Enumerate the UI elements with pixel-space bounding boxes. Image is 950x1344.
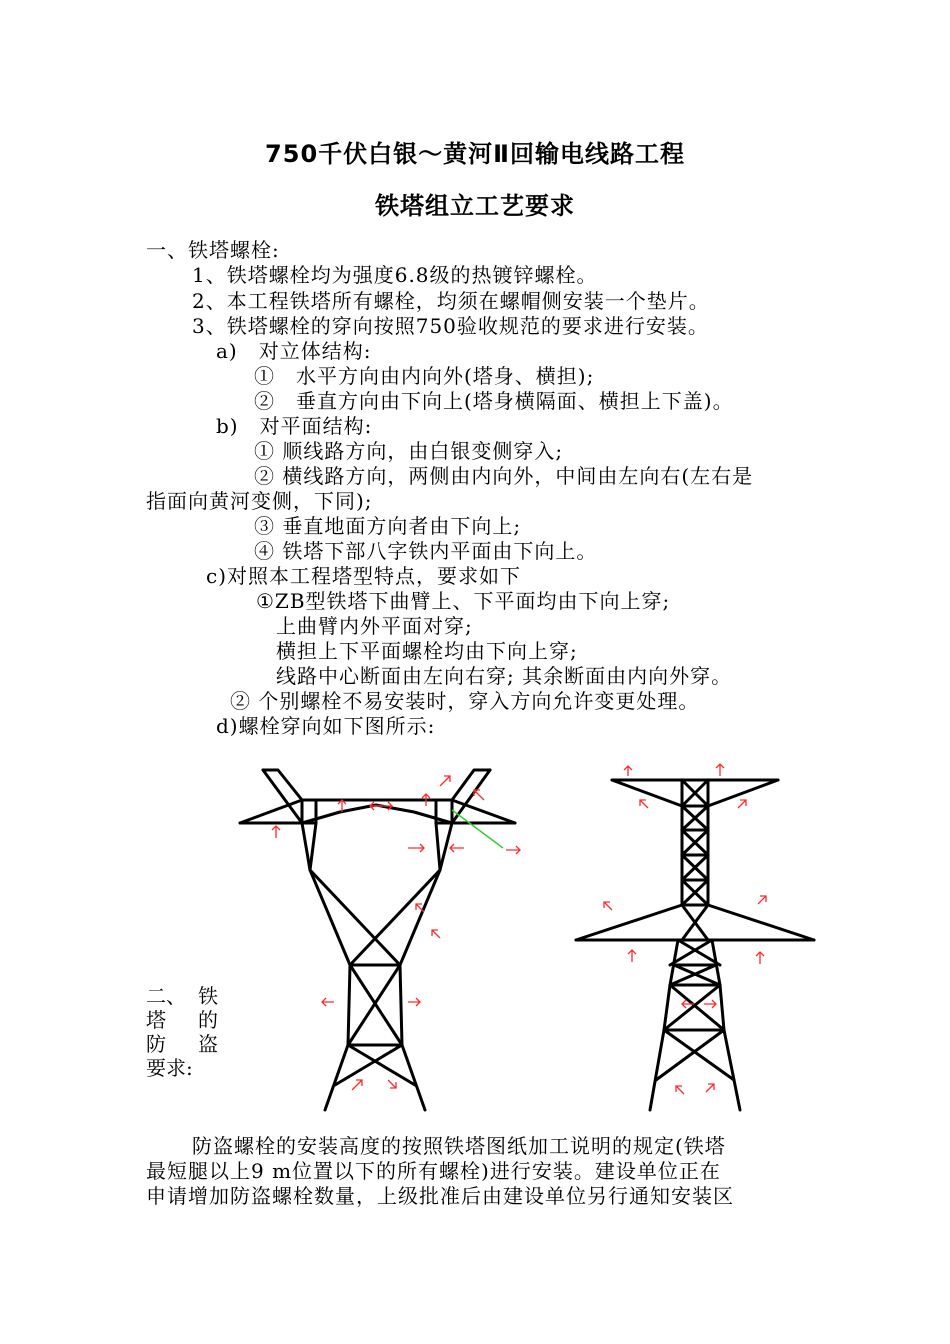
sub-c-item-5: ② 个别螺栓不易安装时，穿入方向允许变更处理。 [230,689,700,713]
sub-d-label: d)螺栓穿向如下图所示: [216,714,436,738]
section2-paragraph-line-1: 防盗螺栓的安装高度的按照铁塔图纸加工说明的规定(铁塔 [192,1134,726,1158]
section1-item-1: 1、铁塔螺栓均为强度6.8级的热镀锌螺栓。 [192,263,598,287]
sub-c-label: c)对照本工程塔型特点，要求如下 [206,564,522,588]
section2-heading-part: 二、 [146,984,186,1008]
section1-item-2: 2、本工程铁塔所有螺栓，均须在螺帽侧安装一个垫片。 [192,289,710,313]
sub-c-item-2: 上曲臂内外平面对穿; [276,614,473,638]
sub-b-label: b) 对平面结构: [216,414,373,438]
sub-b-item-2: ② 横线路方向，两侧由内向外，中间由左向右(左右是 [254,464,754,488]
document-subtitle: 铁塔组立工艺要求 [375,192,575,220]
section2-heading-part: 塔 [146,1008,166,1032]
sub-b-item-2-cont: 指面向黄河变侧，下同); [146,489,373,513]
sub-a-item-2: ② 垂直方向由下向上(塔身横隔面、横担上下盖)。 [254,389,734,413]
sub-b-item-3: ③ 垂直地面方向者由下向上; [254,514,522,538]
section2-heading [146,984,218,1080]
section2-heading-part: 防 [146,1032,166,1056]
sub-b-item-1: ① 顺线路方向，由白银变侧穿入; [254,439,564,463]
sub-a-label: a) 对立体结构: [216,339,372,363]
section1-heading: 一、铁塔螺栓: [146,238,280,262]
document-title: 750千伏白银～黄河Ⅱ回输电线路工程 [265,140,685,168]
section2-paragraph-line-3: 申请增加防盗螺栓数量，上级批准后由建设单位另行通知安装区 [146,1184,734,1208]
cup-tower-diagram [228,758,558,1120]
sub-c-item-4: 线路中心断面由左向右穿; 其余断面由内向外穿。 [276,664,733,688]
sub-b-item-4: ④ 铁塔下部八字铁内平面由下向上。 [254,539,598,563]
section1-item-3: 3、铁塔螺栓的穿向按照750验收规范的要求进行安装。 [192,314,709,338]
lattice-tower-diagram [570,758,820,1120]
section2-heading-part: 铁 [198,984,218,1008]
section2-heading-part: 的 [198,1008,218,1032]
section2-heading-part: 要求: [146,1056,193,1080]
sub-c-item-3: 横担上下平面螺栓均由下向上穿; [276,639,578,663]
sub-a-item-1: ① 水平方向由内向外(塔身、横担); [254,364,595,388]
section2-heading-part: 盗 [198,1032,218,1056]
sub-c-item-1: ①ZB型铁塔下曲臂上、下平面均由下向上穿; [256,589,671,613]
section2-paragraph-line-2: 最短腿以上9 m位置以下的所有螺栓)进行安装。建设单位正在 [146,1159,721,1183]
